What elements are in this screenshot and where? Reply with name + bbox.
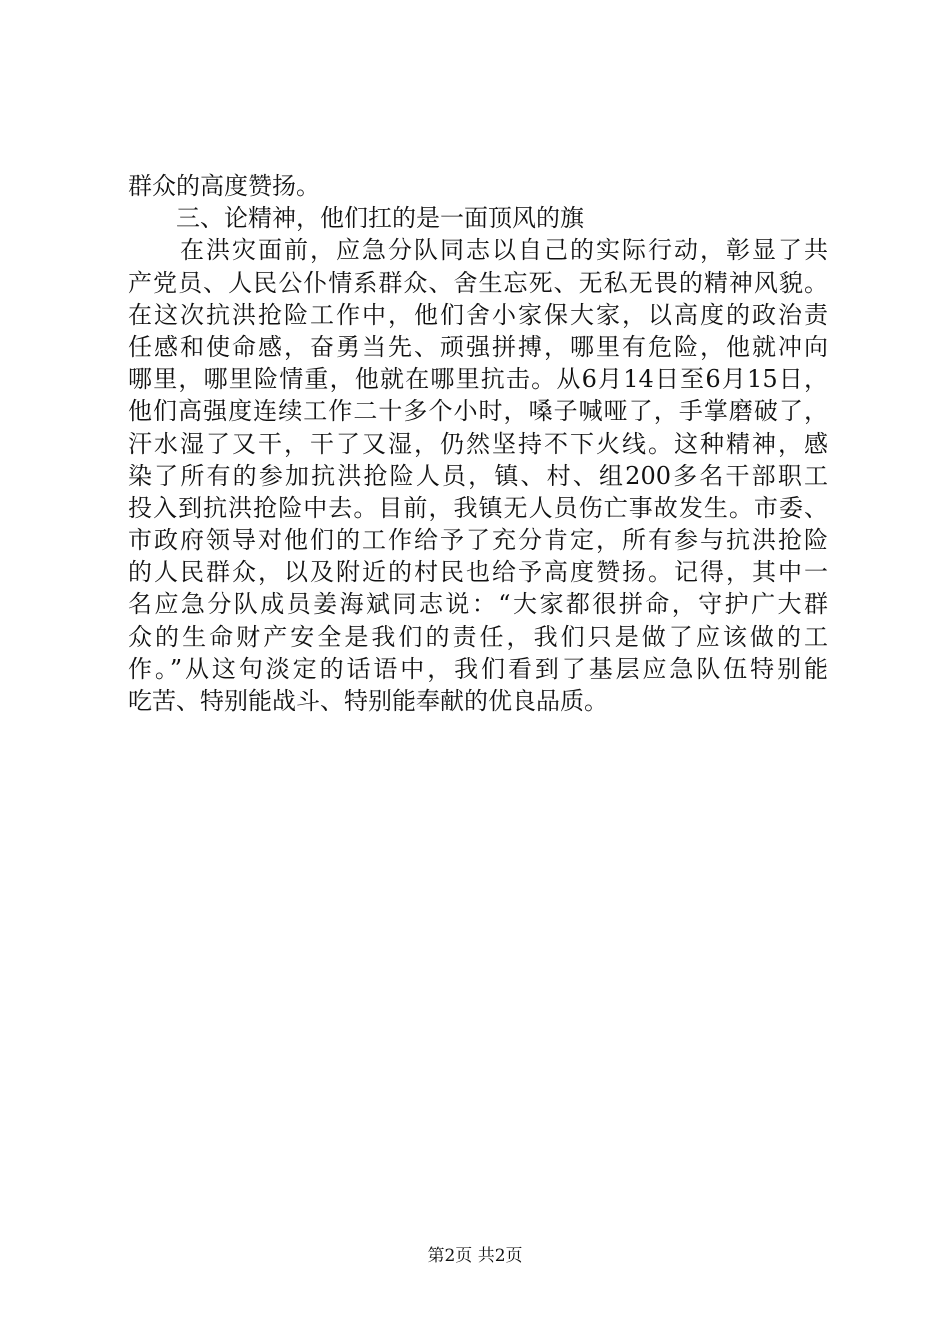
text-line: 产党员、人民公仆情系群众、舍生忘死、无私无畏的精神风貌。 <box>128 268 828 297</box>
text-line: 名应急分队成员姜海斌同志说：“大家都很拼命，守护广大群 <box>128 590 828 619</box>
text-line: 他们高强度连续工作二十多个小时，嗓子喊哑了，手掌磨破了， <box>128 397 828 426</box>
text-line: 市政府领导对他们的工作给予了充分肯定，所有参与抗洪抢险 <box>128 526 828 555</box>
text-line: 任感和使命感，奋勇当先、顽强拼搏，哪里有危险，他就冲向 <box>128 332 828 361</box>
text-line: 众的生命财产安全是我们的责任，我们只是做了应该做的工 <box>128 622 828 651</box>
text-line: 作。”从这句淡定的话语中，我们看到了基层应急队伍特别能 <box>128 654 828 683</box>
body-text <box>128 170 828 717</box>
text-line: 吃苦、特别能战斗、特别能奉献的优良品质。 <box>128 687 608 715</box>
text-line: 的人民群众，以及附近的村民也给予高度赞扬。记得，其中一 <box>128 558 828 587</box>
text-line: 投入到抗洪抢险中去。目前，我镇无人员伤亡事故发生。市委、 <box>128 493 828 522</box>
text-line: 在洪灾面前，应急分队同志以自己的实际行动，彰显了共 <box>128 236 828 265</box>
section-heading: 三、论精神，他们扛的是一面顶风的旗 <box>128 204 584 233</box>
text-line: 哪里，哪里险情重，他就在哪里抗击。从6月14日至6月15日， <box>128 365 828 394</box>
text-line: 群众的高度赞扬。 <box>128 172 320 200</box>
text-line: 汗水湿了又干，干了又湿，仍然坚持不下火线。这种精神，感 <box>128 429 828 458</box>
text-line: 染了所有的参加抗洪抢险人员，镇、村、组200多名干部职工 <box>128 461 828 490</box>
page-number-footer: 第2页 共2页 <box>427 1246 523 1266</box>
text-line: 在这次抗洪抢险工作中，他们舍小家保大家，以高度的政治责 <box>128 300 828 329</box>
